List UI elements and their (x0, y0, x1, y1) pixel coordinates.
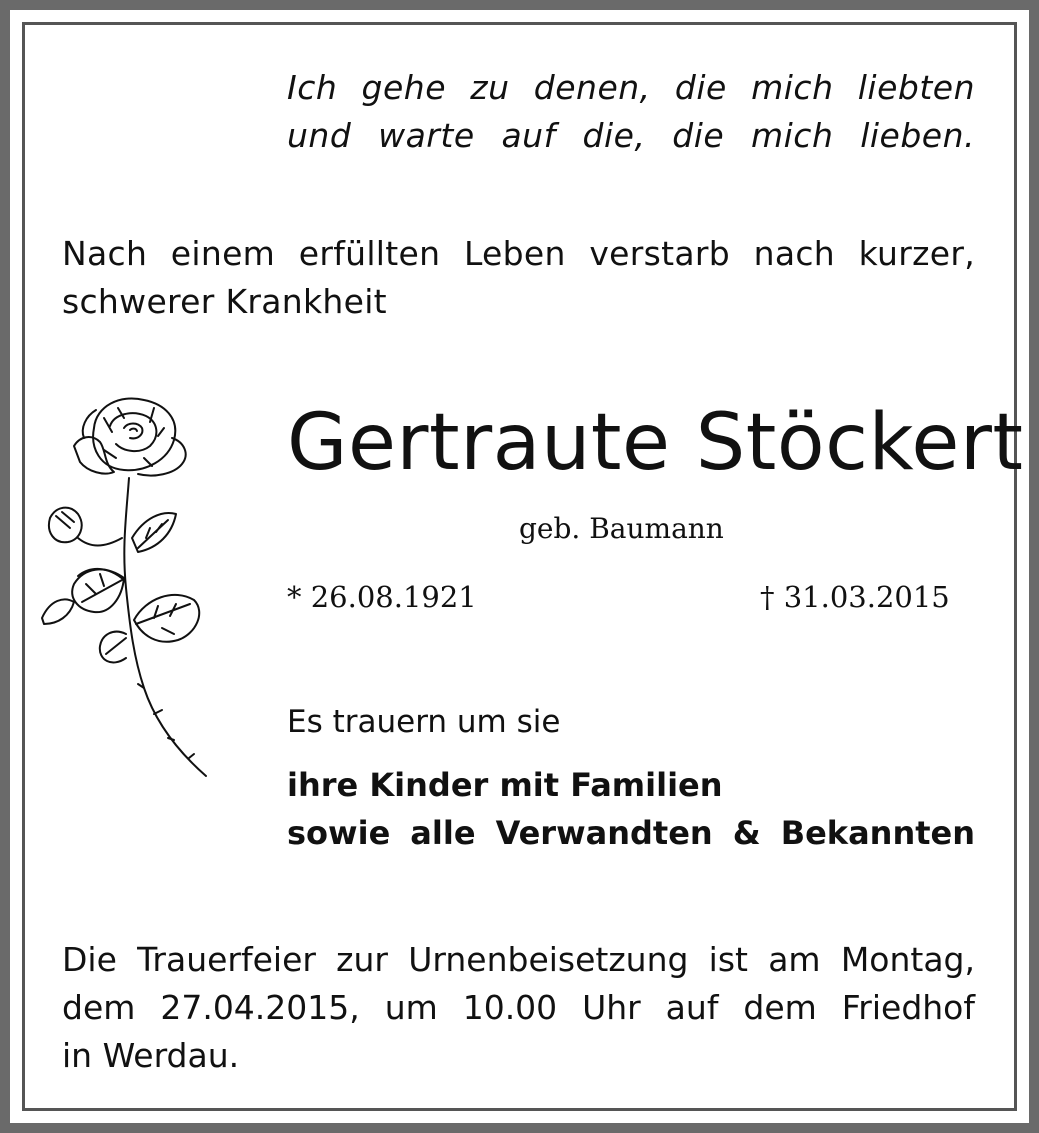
mourners-intro: Es trauern um sie (287, 704, 561, 740)
intro-line-2: schwerer Krankheit (62, 282, 387, 321)
mourners-line-1: ihre Kinder mit Familien (287, 766, 723, 804)
quote-line-2: und warte auf die, die mich lieben. (287, 116, 975, 155)
service-line-2: dem 27.04.2015, um 10.00 Uhr auf dem Friedhof (62, 988, 975, 1027)
rose-illustration-icon (34, 388, 230, 788)
death-date: † 31.03.2015 (760, 580, 950, 614)
birth-date: * 26.08.1921 (287, 580, 477, 614)
deceased-name: Gertraute Stöckert (287, 398, 1024, 488)
service-line-1: Die Trauerfeier zur Urnenbeisetzung ist am Montag, (62, 940, 975, 979)
birth-name: geb. Baumann (519, 512, 724, 545)
service-line-3: in Werdau. (62, 1036, 240, 1075)
mourners-line-2: sowie alle Verwandten & Bekannten (287, 814, 975, 852)
quote-line-1: Ich gehe zu denen, die mich liebten (287, 68, 975, 107)
intro-line-1: Nach einem erfüllten Leben verstarb nach kurzer, (62, 234, 975, 273)
